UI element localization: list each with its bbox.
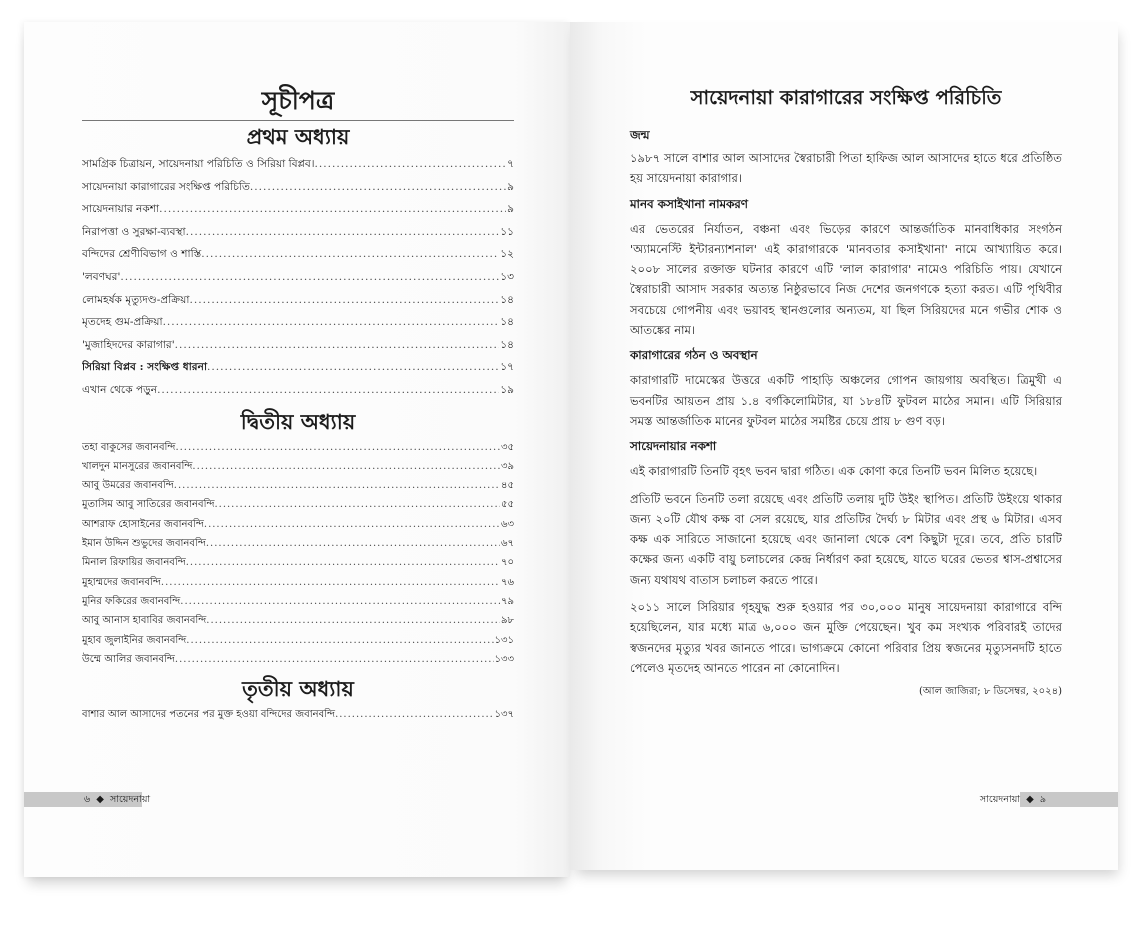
toc-entry-page: ৭: [507, 158, 514, 170]
toc-entry-page: ১১: [500, 225, 514, 238]
dot-leader: [175, 438, 500, 457]
toc-entry[interactable]: [82, 311, 514, 334]
toc-entry-page: ৩৫: [501, 441, 514, 453]
toc-entry-title: মুতাসিম আবু সাতিরের জবানবন্দি: [82, 499, 215, 511]
toc-entry-page: ৪৫: [501, 480, 514, 492]
toc-entry-title: উম্মে আলির জবানবন্দি: [82, 653, 175, 665]
toc-entry-title: আবু আনাস হাবাবির জবানবন্দি: [82, 615, 207, 627]
chapter-1-entries: [82, 153, 514, 402]
toc-entry[interactable]: [82, 705, 514, 724]
paragraph: এই কারাগারটি তিনটি বৃহৎ ভবন দ্বারা গঠিত। এক কোণা করে তিনটি ভবন মিলিত হয়েছে।: [630, 464, 1038, 479]
toc-entry[interactable]: [82, 515, 514, 534]
book-name: সায়েদনায়া: [109, 794, 151, 805]
toc-entry-title: নিরাপত্তা ও সুরক্ষা-ব্যবস্থা: [82, 225, 186, 238]
article: [630, 84, 1062, 701]
toc-entry[interactable]: [82, 289, 514, 312]
toc-entry-title: সায়েদনায়া কারাগারের সংক্ষিপ্ত পরিচিতি: [82, 180, 250, 193]
dot-leader: [250, 176, 506, 199]
toc-entry-page: ৩৯: [501, 460, 514, 472]
toc-entry[interactable]: [82, 592, 514, 611]
toc-entry-title: 'মুজাহিদদের কারাগার': [82, 338, 175, 351]
diamond-icon: ◆: [96, 794, 104, 805]
dot-leader: [204, 515, 500, 534]
dot-leader: [206, 611, 500, 630]
toc-entry-title: এখান থেকে পড়ুন: [82, 383, 158, 396]
toc-entry-page: ৯৮: [501, 615, 514, 627]
toc-entry[interactable]: [82, 356, 514, 379]
toc-entry[interactable]: [82, 631, 514, 650]
dot-leader: [207, 356, 499, 379]
toc-entry-page: ১৪: [500, 316, 514, 329]
toc-entry-page: ১৩১: [494, 634, 514, 646]
paragraph: প্রতিটি ভবনে তিনটি তলা রয়েছে এবং প্রতিটি তলায় দুটি উইং স্থাপিত। প্রতিটি উইংয়ে থাকার জন্য ২০টি যৌথ কক্ষ বা সেল রয়েছে, যার প্রতিটির দৈর্ঘ্য ৮ মিটার এবং প্রস্থ ৬ মিটার। এসব কক্ষ এক সারিতে সাজানো হয়েছে এবং জানালা থেকে বেশ কিছুটা দূরে। তবে, প্রতি চারটি কক্ষের জন্য একটি বায়ু চলাচলের কেন্দ্র নির্ধারণ করা হয়েছে, যাতে ঘরের ভেতর শ্বাস-প্রশ্বাসের জন্য যথাযথ বাতাস চলাচল করতে পারে।: [630, 491, 1062, 587]
dot-leader: [175, 650, 494, 669]
toc-entry-title: বন্দিদের শ্রেণীবিভাগ ও শাস্তি: [82, 248, 202, 261]
table-of-contents: [82, 84, 514, 724]
toc-entry-title: তহা বাকুসের জবানবন্দি: [82, 441, 176, 453]
section-heading: কারাগারের গঠন ও অবস্থান: [630, 348, 758, 363]
toc-entry-title: সামগ্রিক চিত্রায়ন, সায়েদনায়া পরিচিতি ও সিরিয়া বিপ্লব।: [82, 158, 315, 170]
dot-leader: [214, 495, 500, 514]
dot-leader: [174, 476, 500, 495]
chapter-2-entries: [82, 438, 514, 670]
toc-entry-title: মুহাব জুলাইনির জবানবন্দি: [82, 634, 187, 646]
toc-entry[interactable]: [82, 573, 514, 592]
toc-entry-title: ইমান উদ্দিন শুভুদের জবানবন্দি: [82, 538, 206, 550]
toc-entry-page: ১৭: [500, 361, 514, 374]
dot-leader: [206, 534, 500, 553]
chapter-heading: প্রথম অধ্যায়: [246, 124, 350, 149]
dot-leader: [161, 573, 500, 592]
toc-entry-title: মুহাম্মদের জবানবন্দি: [82, 576, 161, 588]
paragraph: ২০১১ সালে সিরিয়ার গৃহযুদ্ধ শুরু হওয়ার পর ৩০,০০০ মানুষ সায়েদনায়া কারাগারে বন্দি হয়েছিলেন, যার মধ্যে মাত্র ৬,০০০ জন মুক্তি পেয়েছেন। খুব কম সংখ্যক পরিবারই তাদের স্বজনদের মৃত্যুর খবর জানতে পারে। ভাগ্যক্রমে কোনো পরিবার প্রিয় স্বজনের মৃত্যুসনদটি হাতে পেলেও মৃতদেহ আনতে পারেন না কোনোদিন।: [630, 600, 1062, 675]
dot-leader: [189, 289, 499, 312]
page-footer: [84, 792, 150, 807]
toc-entry[interactable]: [82, 457, 514, 476]
toc-entry[interactable]: [82, 243, 514, 266]
chapter-heading: তৃতীয় অধ্যায়: [242, 676, 354, 702]
toc-entry[interactable]: [82, 198, 514, 221]
toc-entry-page: ১৩৭: [494, 709, 514, 721]
citation: (আল জাজিরা; ৮ ডিসেম্বর, ২০২৪): [919, 686, 1062, 698]
dot-leader: [159, 198, 506, 221]
dot-leader: [201, 243, 499, 266]
toc-entry-title: আশরাফ হোসাইনের জবানবন্দি: [82, 518, 204, 530]
dot-leader: [157, 379, 499, 402]
paragraph: এর ভেতরের নির্যাতন, বঞ্চনা এবং ভিড়ের কারণে আন্তর্জাতিক মানবাধিকার সংগঠন 'অ্যামনেস্টি ইন্টারন্যাশনাল' এই কারাগারকে 'মানবতার কসাইখানা' নামে আখ্যায়িত করে। ২০০৮ সালের রক্তাক্ত ঘটনার কারণে এটি 'লাল কারাগার' নামেও পরিচিতি পায়। যেখানে স্বৈরাচারী আসাদ সরকার অত্যন্ত নিষ্ঠুরভাবে নিজ দেশের জনগণকে হত্যা করত। এটি পৃথিবীর সবচেয়ে গোপনীয় এবং ভয়াবহ স্থানগুলোর অন্যতম, যা ছিল সিরিয়দের মনে গভীর শোক ও আতঙ্কের নাম।: [630, 221, 1062, 338]
toc-entry[interactable]: [82, 553, 514, 572]
toc-entry-page: ৬৩: [500, 518, 514, 530]
toc-entry[interactable]: [82, 438, 514, 457]
page-number: ৬: [84, 794, 91, 805]
page-number: ৯: [1039, 794, 1046, 805]
dot-leader: [186, 553, 500, 572]
toc-entry-title: মুনির ফকিরের জবানবন্দি: [82, 595, 181, 607]
toc-entry-page: ৭০: [500, 557, 514, 569]
toc-entry-page: ১৩৩: [494, 653, 514, 665]
toc-entry[interactable]: [82, 650, 514, 669]
toc-entry-title: 'লবণঘর': [82, 270, 121, 283]
toc-entry-title: সায়েদনায়ার নকশা: [82, 203, 160, 216]
dot-leader: [186, 221, 500, 244]
section-heading: সায়েদনায়ার নকশা: [630, 439, 717, 454]
toc-entry-page: ১৪: [500, 338, 514, 351]
diamond-icon: ◆: [1026, 794, 1034, 805]
toc-entry-title: লোমহর্ষক মৃত্যুদণ্ড-প্রক্রিয়া: [82, 293, 190, 306]
article-title: সায়েদনায়া কারাগারের সংক্ষিপ্ত পরিচিতি: [690, 86, 1002, 109]
dot-leader: [192, 457, 500, 476]
toc-entry[interactable]: [82, 379, 514, 402]
toc-entry[interactable]: [82, 495, 514, 514]
toc-entry-page: ৫৫: [501, 499, 514, 511]
toc-entry-page: ১৩: [500, 270, 514, 283]
right-page: [570, 22, 1118, 870]
dot-leader: [335, 705, 493, 724]
chapter-3-entries: [82, 705, 514, 724]
toc-entry-title: বাশার আল আসাদের পতনের পর মুক্ত হওয়া বন্দিদের জবানবন্দি: [82, 709, 336, 721]
section-heading: জন্ম: [630, 128, 650, 142]
toc-entry-title: খালদুন মানসুরের জবানবন্দি: [82, 460, 193, 472]
toc-entry[interactable]: [82, 266, 514, 289]
toc-entry[interactable]: [82, 153, 514, 176]
dot-leader: [175, 334, 500, 357]
toc-entry-title: আবু উমরের জবানবন্দি: [82, 480, 174, 492]
page-footer: [980, 792, 1046, 807]
toc-entry-title: মৃতদেহ গুম-প্রক্রিয়া: [82, 316, 163, 329]
toc-entry-page: ৭৯: [501, 595, 514, 607]
toc-entry[interactable]: [82, 611, 514, 630]
dot-leader: [180, 592, 500, 611]
toc-entry[interactable]: [82, 334, 514, 357]
paragraph: কারাগারটি দামেস্কের উত্তরে একটি পাহাড়ি অঞ্চলের গোপন জায়গায় অবস্থিত। ত্রিমুখী এ ভবনটির আয়তন প্রায় ১.৪ বর্গকিলোমিটার, যা ১৮৪টি ফুটবল মাঠের সমান। এটি সিরিয়ার সমস্ত আন্তর্জাতিক মানের ফুটবল মাঠের সমষ্টির চেয়ে প্রায় ৮ গুণ বড়।: [630, 373, 1062, 428]
toc-title: সূচীপত্র: [261, 86, 335, 115]
toc-entry[interactable]: [82, 476, 514, 495]
toc-entry[interactable]: [82, 534, 514, 553]
book-name: সায়েদনায়া: [979, 794, 1021, 805]
toc-entry[interactable]: [82, 176, 514, 199]
dot-leader: [315, 153, 507, 176]
toc-entry-page: ৯: [507, 203, 514, 216]
dot-leader: [120, 266, 499, 289]
toc-entry-page: ৯: [507, 180, 514, 193]
toc-entry-page: ১২: [500, 248, 514, 261]
toc-entry-page: ১৪: [500, 293, 514, 306]
dot-leader: [163, 311, 500, 334]
chapter-heading: দ্বিতীয় অধ্যায়: [240, 408, 356, 434]
toc-entry-title: সিরিয়া বিপ্লব : সংক্ষিপ্ত ধারনা: [82, 361, 208, 374]
toc-entry[interactable]: [82, 221, 514, 244]
toc-entry-page: ৭৬: [500, 576, 514, 588]
section-heading: মানব কসাইখানা নামকরণ: [630, 196, 748, 211]
left-page: [24, 22, 570, 877]
dot-leader: [186, 631, 493, 650]
paragraph: ১৯৮৭ সালে বাশার আল আসাদের স্বৈরাচারী পিতা হাফিজ আল আসাদের হাতে ধরে প্রতিষ্ঠিত হয় সায়েদনায়া কারাগার।: [630, 151, 1062, 186]
toc-entry-page: ১৯: [500, 383, 514, 396]
toc-entry-title: মিনাল রিফায়ির জবানবন্দি: [82, 557, 186, 569]
toc-entry-page: ৬৭: [500, 538, 514, 550]
